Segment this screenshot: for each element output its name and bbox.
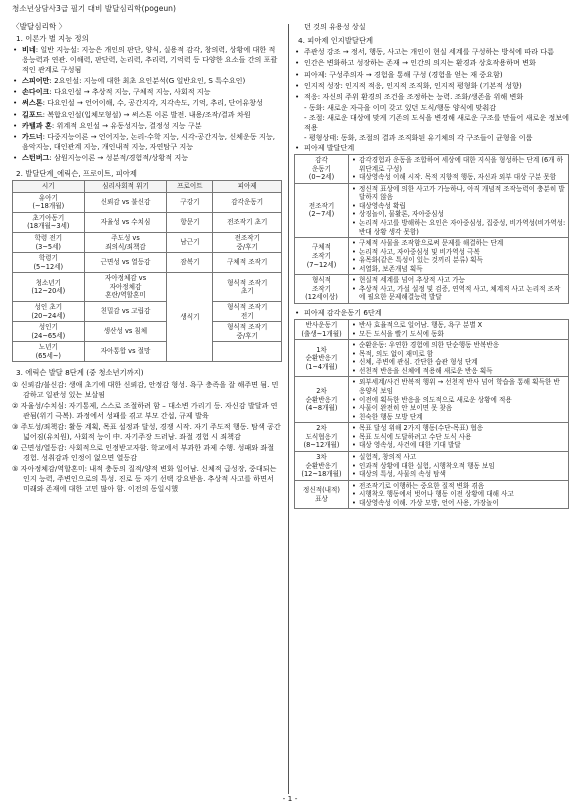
theorist-item (12, 110, 282, 120)
period-cell: 유아기 (~18개월) (13, 192, 85, 212)
period-cell: 성인기 (24~65세) (13, 322, 85, 342)
stage-description-cell (349, 340, 569, 377)
period-cell: 청소년기 (12~20세) (13, 273, 85, 302)
stage-description-item: • 실험적, 창의적 사고 (351, 453, 566, 462)
right-column (294, 22, 569, 509)
crisis-cell: 신뢰감 vs 불신감 (84, 192, 167, 212)
stage-description-item: • 서열화, 보존개념 획득 (351, 265, 566, 274)
stage-description-list (351, 453, 566, 479)
adaptation-sub-item: - 평형상태: 동화, 조절의 결과 조직화된 유기체의 각 구조들이 균형을 이룸 (304, 132, 533, 142)
stage-description-item: • 유목화(같은 특성이 있는 것끼리 분류) 획득 (351, 256, 566, 265)
stage-description-cell (349, 155, 569, 184)
stage-label-cell: 형식적 조작기 (12세이상) (295, 275, 349, 304)
crisis-cell: 근면성 vs 열등감 (84, 253, 167, 273)
stage-label-cell: 구체적 조작기 (7~12세) (295, 238, 349, 275)
stage-description-item: • 감각경험과 운동을 조합하여 세상에 대한 지식을 형성하는 단계 (6개 하위단계로 구성) (351, 156, 566, 173)
stage-description-list (351, 276, 566, 302)
stage-description-cell (349, 451, 569, 480)
stage-label-cell: 반사운동기 (출생~1개월) (295, 320, 349, 340)
theorist-definition: : 일반 지능설: 지능은 개인의 판단, 양식, 실용적 감각, 창의력, 상황에 대한 적응능력과 연관. 이해력, 판단력, 논리력, 추리력, 기억력 등 다양한 요소들 간의 포괄적인 관계로 구성됨 (22, 45, 278, 75)
theorist-item (12, 132, 282, 152)
piaget-stage-bullet: • 피아제 발달단계 (294, 143, 569, 153)
crisis-cell: 친밀감 vs 고립감 (84, 301, 167, 321)
stage-description-list (351, 424, 566, 450)
principle-item: • 적응: 자신의 주위 환경의 조건을 조정하는 능력. 조화/생존을 위해 변화 (294, 92, 569, 102)
stage-description-item: • 대상 영속성, 사건에 대한 기대 발달 (351, 441, 566, 450)
theorist-item (12, 76, 282, 86)
stage-description-item: • 친숙한 행동 모방 단계 (351, 413, 566, 422)
stage-description-item: • 논리적 사고, 자아중심성 및 비가역성 극복 (351, 248, 566, 257)
sensorimotor-substage-table (294, 319, 569, 509)
erikson-stage-item: ⑤ 자아정체감/역할혼미: 내적 충동의 질적/양적 변화 일어남. 신체적 급성장, 중대되는 인지 능력, 주변인으로의 특성. 진로 등 자기 선택 강요받음. 추상적 사고를 하면서 미래와 존재에 대한 고민 많아 함. 이전의 동일시했 (12, 464, 277, 494)
theorist-definition: : 삼원지능이론 → 성분적/경험적/상황적 지능 (49, 152, 189, 162)
piaget-cell: 감각운동기 (213, 192, 282, 212)
stage-description-item: • 이전에 획득한 반응을 의도적으로 새로운 상황에 적용 (351, 396, 566, 405)
stage-description-item: • 정신적 표상에 의한 사고가 가능하나, 아직 개념적 조작능력이 충분히 발달하지 않음 (351, 185, 566, 202)
column-header: 피아제 (213, 181, 282, 193)
freud-cell: 남근기 (167, 233, 213, 253)
table-row (295, 155, 569, 184)
stage-description-list (351, 156, 566, 182)
table-row (13, 192, 282, 212)
erikson-stage-item: ④ 근면성/열등감: 사회적으로 인정받고자함. 학교에서 부과한 과제 수행. 성패와 좌절 경험. 성취감과 인정이 없으면 열등감 (12, 443, 275, 463)
theorist-name: 가드너 (22, 131, 43, 141)
intelligence-theory-list (12, 45, 282, 163)
stage-description-item: • 상징놀이, 물활론, 자아중심성 (351, 210, 566, 219)
table-row (295, 480, 569, 509)
principle-item: • 인지적 성장: 인지적 적응, 인지적 조직화, 인지적 평형화 (기본적 성향) (294, 81, 569, 91)
table-row (295, 377, 569, 423)
piaget-principles-list (294, 47, 569, 101)
adaptation-sub-item: - 조절: 새로운 대상에 맞게 기존의 도식을 변경해 새로운 구조를 만들어 새로운 정보에 적용 (304, 112, 569, 132)
stage-label-cell: 감각 운동기 (0~2세) (295, 155, 349, 184)
sensorimotor-bullet: • 피아제 감각운동기 6단계 (294, 308, 569, 318)
theorist-name: 스피어만 (22, 76, 50, 86)
table-row (13, 301, 282, 321)
left-column (12, 22, 282, 495)
crisis-cell: 주도성 vs 죄의식/죄책감 (84, 233, 167, 253)
stage-description-item: • 목표 달성 위해 2가지 행동(수단-목표) 협응 (351, 424, 566, 433)
table-row (295, 238, 569, 275)
section-3-title: 3. 에릭슨 발달 8단계 (중 청소년기까지) (16, 368, 144, 378)
table-row (13, 212, 282, 232)
doc-heading: 〈발달심리학 〉 (12, 22, 67, 31)
freud-cell: 생식기 (167, 273, 213, 362)
theorist-name: 써스톤 (22, 98, 43, 108)
theorist-item (12, 98, 282, 108)
page-header: 청소년상담사3급 필기 대비 발달심리학(pogeun) (12, 4, 176, 13)
stage-description-item: • 선천적 반응을 신체에 적용해 새로운 반응 획득 (351, 367, 566, 376)
stage-description-list (351, 185, 566, 236)
stage-description-item: • 모든 도식을 빨기 도식에 동화 (351, 330, 566, 339)
stage-description-item: • 구체적 사물을 조작함으로써 문제를 해결하는 단계 (351, 239, 566, 248)
stage-description-list (351, 321, 566, 338)
column-header: 시기 (13, 181, 85, 193)
stage-description-item: • 전조작기로 이행하는 중요한 질적 변화 겪음 (351, 482, 566, 491)
theorist-definition: : 다요인설 → 추상적 지능, 구체적 지능, 사회적 지능 (49, 87, 211, 97)
adaptation-sub-item: - 동화: 새로운 자극을 이미 갖고 있던 도식/행동 양식에 맞춰감 (304, 102, 497, 112)
table-row (13, 342, 282, 362)
table-header-row (13, 181, 282, 193)
theorist-item (12, 87, 282, 97)
stage-description-list (351, 482, 566, 508)
column-divider (288, 24, 289, 794)
piaget-cell: 구체적 조작기 (213, 253, 282, 273)
theorist-definition: : 다요인설 → 언어이해, 수, 공간지각, 지각속도, 기억, 추리, 단어유창성 (42, 98, 263, 108)
stage-description-item: • 신체, 주변에 관심. 간단한 습관 형성 단계 (351, 358, 566, 367)
crisis-cell: 자아통합 vs 절망 (84, 342, 167, 362)
section-1-title: 1. 이론가 별 지능 정의 (16, 33, 89, 43)
table-row (295, 183, 569, 237)
erikson-stage-item: ③ 주도성/죄책감: 활동 계획, 목표 설정과 달성, 경쟁 시작. 자기 주도적 행동. 탐색 공간 넓어짐(유치원), 사회적 능이 中. 자기주장 드러남. 좌절 경험 시 죄책감 (12, 421, 281, 441)
principle-item: • 인간은 변화하고 성장하는 존재 → 인간의 의지는 환경과 상호작용하며 변화 (294, 58, 569, 68)
theorist-item (12, 153, 282, 163)
erikson-stage-list (12, 380, 282, 495)
column-header: 심리사회적 위기 (84, 181, 167, 193)
theorist-name: 비네 (22, 45, 36, 55)
freud-cell: 항문기 (167, 212, 213, 232)
stage-description-item: • 대상영속성 이해 시작. 목적 지향적 행동, 자신과 외부 대상 구분 못함 (351, 173, 566, 182)
piaget-cell: 형식적 조작기 전기 (213, 301, 282, 321)
theorist-item (12, 121, 282, 131)
principle-item: • 피아제: 구성주의자 → 경험을 통해 구성 (경험을 얻는 재 중요함) (294, 70, 569, 80)
stage-description-list (351, 239, 566, 273)
theorist-definition: : 위계적 요인설 → 유동성지능, 결정성 지능 구분 (51, 120, 202, 130)
stage-description-list (351, 378, 566, 421)
section-2-title: 2. 발달단계_에릭슨, 프로이트, 피아제 (16, 168, 137, 178)
freud-cell: 잠복기 (167, 253, 213, 273)
stage-label-cell: 정신적(내적) 표상 (295, 480, 349, 509)
principle-item: • 주관성 강조 → 정서, 행동, 사고는 개인이 현실 세계를 구성하는 방식에 따라 다름 (294, 47, 569, 57)
period-cell: 학령기 (5~12세) (13, 253, 85, 273)
table-row (13, 253, 282, 273)
stage-description-cell (349, 480, 569, 509)
table-row (13, 322, 282, 342)
adaptation-sub-list (294, 103, 569, 143)
stage-description-item: • 대상영속성 확립 (351, 202, 566, 211)
section-3-continuation: 던 것의 유용성 상실 (304, 22, 366, 31)
theorist-name: 카텔과 혼 (22, 120, 52, 130)
period-cell: 초기아동기 (18개월~3세) (13, 212, 85, 232)
piaget-cell (213, 342, 282, 362)
table-row (295, 275, 569, 304)
stage-description-cell (349, 238, 569, 275)
theorist-name: 스턴버그 (22, 152, 50, 162)
table-row (295, 320, 569, 340)
stage-description-item: • 대상의 특성, 사물의 속성 탐색 (351, 470, 566, 479)
stage-label-cell: 2차 순환반응기 (4~8개월) (295, 377, 349, 423)
theorist-definition: : 복합요인설(입체모형설) → 써스톤 이론 발전. 내용/조작/결과 차원 (42, 109, 251, 119)
stage-description-item: • 인과적 상황에 대한 실험, 시행착오적 행동 보임 (351, 462, 566, 471)
theorist-name: 손다이크 (22, 87, 50, 97)
stage-description-item: • 반사 효율적으로 일어남. 행동, 욕구 분별 X (351, 321, 566, 330)
stage-description-item: • 외부세계/사건 반복적 행위 → 선천적 반사 넘어 학습을 통해 획득한 반응양식 보임 (351, 378, 566, 395)
stage-description-cell (349, 320, 569, 340)
stage-label-cell: 1차 순환반응기 (1~4개월) (295, 340, 349, 377)
column-header: 프로이트 (167, 181, 213, 193)
table-row (295, 423, 569, 452)
stage-description-cell (349, 183, 569, 237)
freud-cell: 구강기 (167, 192, 213, 212)
table-row (13, 273, 282, 302)
page-number: - 1 - (282, 794, 298, 803)
erikson-stage-item: ② 자율성/수치심: 자기통제, 스스로 조절하려 함 – 대소변 가리기 등. 자신감 발달과 연관됨(위기 극복). 과정에서 성패를 겪고 부모 간섭, 규제 발육 (12, 400, 278, 420)
piaget-cell: 형식적 조작기 중/후기 (213, 322, 282, 342)
theorist-item (12, 45, 282, 75)
development-stage-table (12, 180, 282, 362)
stage-description-cell (349, 423, 569, 452)
piaget-cell: 형식적 조작기 초기 (213, 273, 282, 302)
stage-description-item: • 현실적 세계를 넘어 추상적 사고 가능 (351, 276, 566, 285)
piaget-cell: 전조작기 중/후기 (213, 233, 282, 253)
piaget-cell: 전조작기 초기 (213, 212, 282, 232)
stage-description-item: • 추상적 사고, 가설 설정 및 검증, 연역적 사고, 체계적 사고 논리적 조작에 필요한 문제해결능력 발달 (351, 285, 566, 302)
table-row (295, 340, 569, 377)
crisis-cell: 자아정체감 vs 자아정체감 혼란/역할혼미 (84, 273, 167, 302)
theorist-name: 길포드 (22, 109, 43, 119)
stage-label-cell: 전조작기 (2~7세) (295, 183, 349, 237)
theorist-definition: : 다중지능이론 → 언어지능, 논리-수학 지능, 시각-공간지능, 신체운동 지능, 음악지능, 대인관계 지능, 개인내적 지능, 자연탐구 지능 (22, 131, 275, 151)
stage-description-cell (349, 275, 569, 304)
stage-label-cell: 2차 도식협응기 (8~12개월) (295, 423, 349, 452)
stage-description-item: • 목표 도식에 도달하려고 수단 도식 사용 (351, 433, 566, 442)
period-cell: 노년기 (65세~) (13, 342, 85, 362)
stage-description-item: • 시행착오 행동에서 벗어나 행동 이전 상황에 대해 사고 (351, 490, 566, 499)
stage-description-item: • 대상영속성 이해. 가상 모방, 언어 사용, 가장놀이 (351, 499, 566, 508)
table-row (13, 233, 282, 253)
table-row (295, 451, 569, 480)
stage-description-item: • 사물이 완전히 안 보이면 못 찾음 (351, 404, 566, 413)
period-cell: 학령 전기 (3~5세) (13, 233, 85, 253)
piaget-stage-table (294, 154, 569, 304)
crisis-cell: 자율성 vs 수치심 (84, 212, 167, 232)
stage-description-item: • 목적, 의도 없이 재미로 함 (351, 350, 566, 359)
period-cell: 성인 초기 (20~24세) (13, 301, 85, 321)
stage-description-list (351, 341, 566, 375)
stage-label-cell: 3차 순환반응기 (12~18개월) (295, 451, 349, 480)
crisis-cell: 생산성 vs 침체 (84, 322, 167, 342)
section-4-title: 4. 피아제 인지발달단계 (298, 36, 374, 46)
erikson-stage-item: ① 신뢰감/불신감: 생애 초기에 대한 신뢰감, 안정감 형성. 욕구 충족을 잘 해주면 됨. 민감하고 일관성 있는 보살핌 (12, 379, 279, 399)
stage-description-item: • 순환운동: 우연한 경험에 의한 단순행동 반복반응 (351, 341, 566, 350)
stage-description-cell (349, 377, 569, 423)
stage-description-item: • 논리적 사고를 방해하는 요인은 자아중심성, 집중성, 비가역성(비가역성: 반대 상황 생각 못함) (351, 219, 566, 236)
theorist-definition: : 2요인설: 지능에 대한 최초 요인분석(G 일반요인, S 특수요인) (49, 76, 246, 86)
